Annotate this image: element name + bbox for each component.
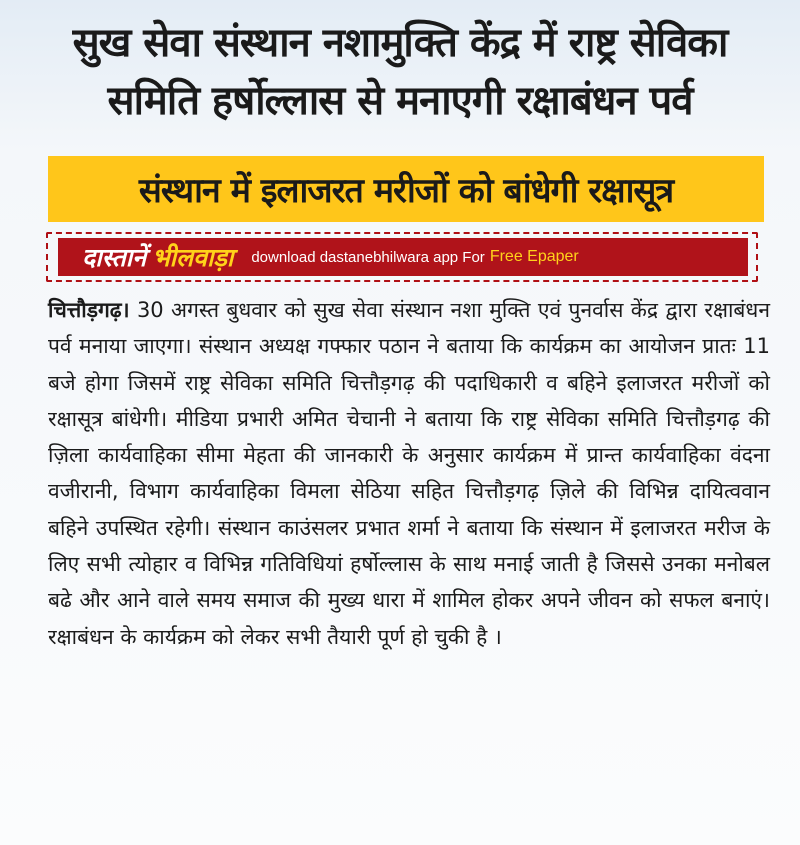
headline-line-2: समिति हर्षोल्लास से मनाएगी रक्षाबंधन पर्व <box>107 78 693 124</box>
article-text: 30 अगस्त बुधवार को सुख सेवा संस्थान नशा मुक्ति एवं पुनर्वास केंद्र द्वारा रक्षाबंधन पर्व मनाया जाएगा। संस्थान अध्यक्ष गफ्फार पठान ने बताया कि कार्यक्रम का आयोजन प्रातः 11 बजे होगा जिसमें राष्ट्र सेविका समिति चित्तौड़गढ़ की पदाधिकारी व बहिने इलाजरत मरीजों को रक्षासूत्र बांधेगी। मीडिया प्रभारी अमित चेचानी ने बताया कि राष्ट्र सेविका समिति चित्तौड़गढ़ की ज़िला कार्यवाहिका सीमा मेहता की जानकारी के अनुसार कार्यक्रम में प्रान्त कार्यवाहिका वंदना वजीरानी, विभाग कार्यवाहिका विमला सेठिया सहित चित्तौड़गढ़ ज़िले की विभिन्न दायित्ववान बहिने उपस्थित रहेगी। संस्थान काउंसलर प्रभात शर्मा ने बताया कि संस्थान में इलाजरत मरीज के लिए सभी त्योहार व विभिन्न गतिविधियां हर्षोल्लास के साथ मनाई जाती है जिससे उनका मनोबल बढे और आने वाले समय समाज की मुख्य धारा में शामिल होकर अपने जीवन को सफल बनाएं। रक्षाबंधन के कार्यक्रम को लेकर सभी तैयारी पूर्ण हो चुकी है । <box>48 298 770 649</box>
promo-text: download dastanebhilwara app For <box>251 248 485 266</box>
brand-name-part1: दास्तानें <box>82 243 147 272</box>
headline <box>20 14 780 130</box>
brand-banner <box>46 232 758 282</box>
promo-highlight: Free Epaper <box>489 248 579 265</box>
subheadline-banner <box>48 156 764 222</box>
subheadline-text: संस्थान में इलाजरत मरीजों को बांधेगी रक्षासूत्र <box>138 171 674 211</box>
article-dateline: चित्तौड़गढ़। <box>48 298 130 322</box>
headline-line-1: सुख सेवा संस्थान नशामुक्ति केंद्र में राष्ट्र सेविका <box>72 20 728 66</box>
article-body <box>48 292 770 655</box>
brand-name-part2: भीलवाड़ा <box>152 243 234 272</box>
brand-banner-inner <box>58 238 748 276</box>
